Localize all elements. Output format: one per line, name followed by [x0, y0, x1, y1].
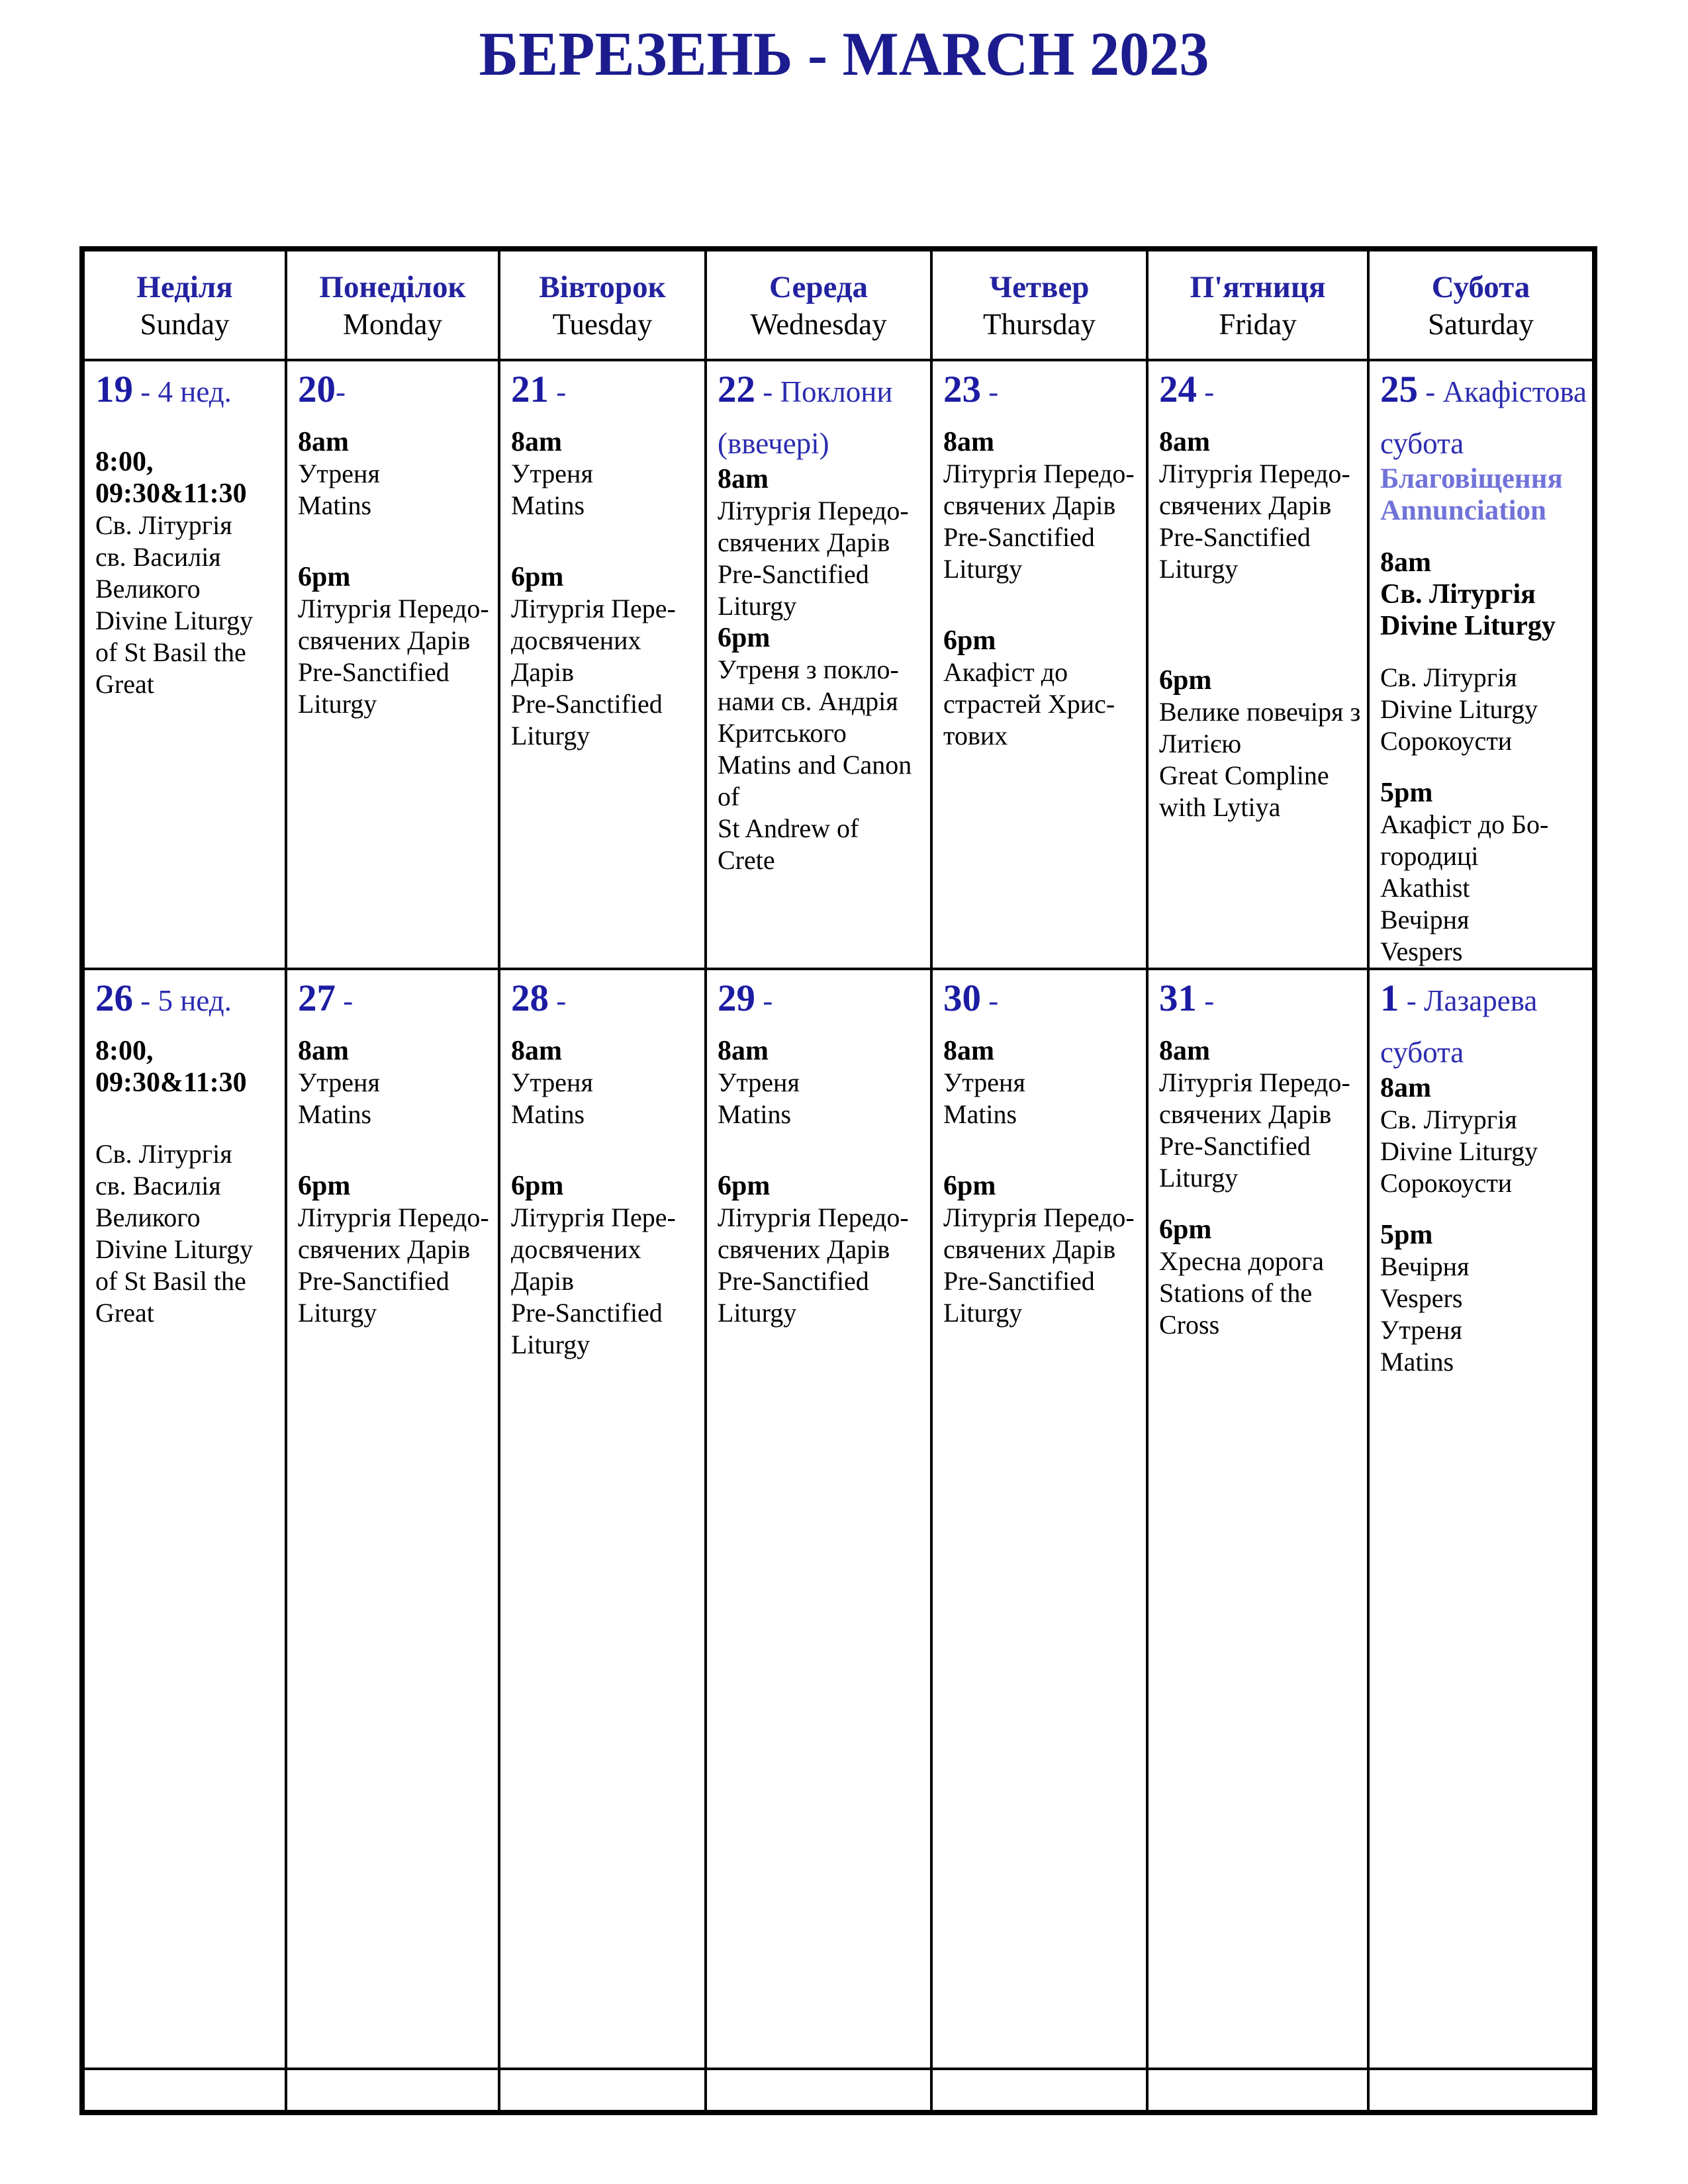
service-time-line: 8am [1159, 1036, 1210, 1066]
day-name-english: Wednesday [750, 308, 887, 341]
empty-cell [1147, 2069, 1368, 2113]
day-number: 28 [511, 978, 549, 1019]
day-annotation: - [1197, 375, 1215, 408]
service-text-line: of St Basil the [95, 637, 246, 667]
day-number-line [298, 977, 492, 1030]
day-header-row [82, 249, 1595, 360]
day-annotation: - [336, 984, 353, 1017]
service-text-line: Akathist [1380, 873, 1470, 903]
service-text-line: Pre-Sanctified [1159, 522, 1311, 552]
day-number: 20 [298, 369, 336, 410]
day-annotation: - [981, 984, 999, 1017]
service-time-line: 5pm [1380, 778, 1433, 808]
service-time-line: 8am [298, 427, 349, 457]
service-time-line: Св. Літургія [1380, 579, 1536, 610]
line-spacer [943, 585, 1141, 605]
service-text-line: St Andrew of [718, 813, 859, 843]
service-text-line: Хресна дорога [1159, 1246, 1325, 1276]
day-name-english: Thursday [983, 308, 1096, 341]
service-time-line: 6pm [943, 625, 996, 656]
empty-cell [706, 2069, 931, 2113]
service-text-line: Великого [95, 1203, 201, 1232]
day-cell-content [1149, 970, 1367, 1341]
service-time-line: 8am [943, 427, 994, 457]
service-time-line: 8am [298, 1036, 349, 1066]
service-text-line: Liturgy [298, 1298, 377, 1328]
day-cell-content [287, 970, 498, 1329]
day-cell-content [500, 361, 704, 752]
day-cell-19 [82, 360, 286, 969]
service-text-line: Divine Liturgy [1380, 1136, 1538, 1166]
empty-cell [286, 2069, 499, 2113]
line-spacer [1380, 642, 1587, 662]
day-cell-27 [286, 969, 499, 2069]
service-text-line: Pre-Sanctified [718, 1266, 869, 1296]
day-annotation: - Лазарева [1399, 984, 1538, 1017]
service-text-line: Утреня [298, 459, 380, 488]
day-cell-22 [706, 360, 931, 969]
line-spacer [511, 522, 699, 541]
line-spacer [718, 1150, 925, 1170]
service-text-line: Св. Літургія [1380, 1105, 1517, 1134]
service-text-line: Liturgy [298, 689, 377, 719]
service-text-line: Св. Літургія [95, 510, 232, 540]
service-time-line: 6pm [298, 562, 351, 592]
service-text-line: Divine Liturgy [95, 1234, 254, 1264]
service-text-line: Vespers [1380, 936, 1463, 966]
service-text-line: Літургія Передо- [718, 496, 909, 525]
service-time-line: 09:30&11:30 [95, 478, 247, 509]
day-number: 27 [298, 978, 336, 1019]
day-annotation: - [981, 375, 999, 408]
service-text-line: Утреня [511, 1068, 593, 1097]
day-number-line [95, 368, 279, 421]
day-number: 24 [1159, 369, 1197, 410]
service-text-line: Pre-Sanctified [298, 1266, 449, 1296]
day-header-friday [1147, 249, 1368, 360]
day-header-monday [286, 249, 499, 360]
day-cell-content [1149, 2070, 1367, 2077]
day-annotation: - [549, 984, 567, 1017]
day-cell-content [85, 2070, 285, 2077]
day-cell-content [933, 361, 1146, 752]
line-spacer [298, 541, 492, 561]
service-text-line: Pre-Sanctified [511, 1298, 663, 1328]
service-time-line: 8am [718, 464, 769, 494]
week-row-2 [82, 969, 1595, 2069]
service-text-line: Літургія Передо- [943, 459, 1135, 488]
service-time-line: 8am [1159, 427, 1210, 457]
service-text-line: Літургія Пере- [511, 594, 676, 623]
day-number: 22 [718, 369, 755, 410]
day-cell-26 [82, 969, 286, 2069]
service-time-line: 8am [943, 1036, 994, 1066]
service-text-line: Matins [511, 1099, 585, 1129]
service-time-line: 6pm [718, 1171, 771, 1201]
day-cell-content [933, 2070, 1146, 2077]
day-cell-content [707, 970, 930, 1329]
service-time-line: 8:00, [95, 1036, 154, 1066]
empty-cell [931, 2069, 1147, 2113]
service-text-line: Liturgy [943, 554, 1023, 584]
service-text-line: Літургія Передо- [298, 594, 489, 623]
day-name-ukrainian: Четвер [989, 270, 1090, 304]
service-text-line: Matins and Canon [718, 750, 912, 780]
week-row-1 [82, 360, 1595, 969]
day-cell-20 [286, 360, 499, 969]
service-text-line: Pre-Sanctified [943, 522, 1095, 552]
line-spacer [1159, 625, 1362, 645]
day-number: 29 [718, 978, 755, 1019]
service-text-line: Liturgy [511, 721, 590, 751]
service-text-line: Критського [718, 718, 847, 748]
service-text-line: Утреня [1380, 1315, 1462, 1345]
service-text-line: свячених Дарів [1159, 1099, 1332, 1129]
empty-cell [1368, 2069, 1595, 2113]
line-spacer [298, 1130, 492, 1150]
service-text-line: Liturgy [718, 1298, 797, 1328]
service-text-line: Liturgy [718, 591, 797, 621]
service-text-line: свячених Дарів [718, 1234, 890, 1264]
day-number: 26 [95, 978, 133, 1019]
day-number-line [1159, 368, 1362, 421]
day-number-line [1380, 977, 1587, 1030]
line-spacer [95, 1118, 279, 1138]
line-spacer [1159, 645, 1362, 664]
service-text-line: страстей Хрис- [943, 689, 1115, 719]
day-annotation: - Акафістова [1418, 375, 1587, 408]
service-text-line: свячених Дарів [298, 1234, 471, 1264]
feast-name-line: Annunciation [1380, 495, 1546, 526]
day-header-sunday [82, 249, 286, 360]
service-time-line: 09:30&11:30 [95, 1068, 247, 1098]
line-spacer [511, 1130, 699, 1150]
day-annotation: - [1197, 984, 1215, 1017]
service-text-line: нами св. Андрія [718, 686, 898, 716]
service-text-line: свячених Дарів [943, 490, 1116, 520]
day-cell-content [1370, 970, 1592, 1378]
day-annotation-line2: субота [1380, 1036, 1464, 1069]
service-text-line: Pre-Sanctified [943, 1266, 1095, 1296]
day-name-english: Friday [1219, 308, 1297, 341]
day-name-ukrainian: П'ятниця [1190, 270, 1326, 304]
service-text-line: Акафіст до [943, 657, 1068, 687]
service-text-line: Литією [1159, 729, 1242, 758]
day-header-tuesday [499, 249, 706, 360]
line-spacer [1159, 1194, 1362, 1214]
calendar-table [79, 246, 1597, 2115]
service-text-line: Great [95, 1298, 154, 1328]
service-text-line: Утреня [943, 1068, 1025, 1097]
service-time-line: 5pm [1380, 1220, 1433, 1250]
day-annotation-line2: субота [1380, 427, 1464, 460]
service-time-line: 6pm [298, 1171, 351, 1201]
service-text-line: Дарів [511, 1266, 575, 1296]
day-number-line [718, 977, 925, 1030]
day-cell-content [500, 2070, 704, 2077]
day-annotation: - [336, 375, 346, 408]
service-text-line: Stations of the [1159, 1278, 1313, 1308]
day-number: 30 [943, 978, 981, 1019]
service-text-line: Вечірня [1380, 1251, 1470, 1281]
day-cell-content [707, 2070, 930, 2077]
day-cell-23 [931, 360, 1147, 969]
service-text-line: св. Василія [95, 1171, 221, 1201]
calendar-header-row [82, 249, 1595, 360]
calendar-body [82, 360, 1595, 2113]
day-number: 23 [943, 369, 981, 410]
line-spacer [1159, 585, 1362, 605]
service-time-line: 6pm [511, 562, 564, 592]
day-name-english: Monday [343, 308, 442, 341]
service-time-line: 6pm [943, 1171, 996, 1201]
service-text-line: Pre-Sanctified [1159, 1131, 1311, 1161]
service-text-line: Crete [718, 845, 775, 875]
service-text-line: Літургія Передо- [298, 1203, 489, 1232]
day-cell-content [85, 970, 285, 1329]
service-text-line: Велике повечіря з [1159, 697, 1361, 727]
day-cell-31 [1147, 969, 1368, 2069]
day-name-ukrainian: Середа [769, 270, 868, 304]
service-time-line: 8am [511, 427, 562, 457]
day-cell-25 [1368, 360, 1595, 969]
service-text-line: Divine Liturgy [95, 606, 254, 635]
service-text-line: Св. Літургія [1380, 662, 1517, 692]
service-text-line: Утреня з покло- [718, 655, 899, 684]
service-time-line: 8am [1380, 1073, 1431, 1103]
service-text-line: Утреня [511, 459, 593, 488]
day-number: 19 [95, 369, 133, 410]
day-annotation: - 4 нед. [133, 375, 232, 408]
service-text-line: Вечірня [1380, 905, 1470, 934]
day-number-line [298, 368, 492, 421]
service-time-line: 8am [718, 1036, 769, 1066]
line-spacer [1380, 757, 1587, 777]
line-spacer [718, 1130, 925, 1150]
day-number: 25 [1380, 369, 1418, 410]
service-text-line: Matins [298, 1099, 372, 1129]
service-text-line: Літургія Передо- [943, 1203, 1135, 1232]
service-text-line: Matins [718, 1099, 792, 1129]
service-time-line: 6pm [1159, 665, 1212, 696]
day-annotation-line2: (ввечері) [718, 427, 829, 460]
day-cell-content [1149, 361, 1367, 823]
line-spacer [298, 1150, 492, 1170]
line-spacer [511, 1150, 699, 1170]
service-time-line: 8am [511, 1036, 562, 1066]
service-time-line: 6pm [1159, 1214, 1212, 1245]
day-cell-28 [499, 969, 706, 2069]
service-text-line: Літургія Передо- [1159, 1068, 1350, 1097]
service-text-line: Літургія Передо- [1159, 459, 1350, 488]
feast-name-line: Благовіщення [1380, 463, 1563, 494]
day-name-ukrainian: Субота [1431, 270, 1530, 304]
line-spacer [1380, 1199, 1587, 1219]
service-text-line: Matins [298, 490, 372, 520]
service-text-line: Літургія Передо- [718, 1203, 909, 1232]
day-name-ukrainian: Понеділок [319, 270, 466, 304]
day-cell-content [287, 2070, 498, 2077]
service-text-line: Сорокоусти [1380, 1168, 1513, 1198]
service-text-line: Liturgy [1159, 1163, 1239, 1193]
day-number-line [95, 977, 279, 1030]
day-cell-content [1370, 361, 1592, 968]
day-name-ukrainian: Неділя [136, 270, 233, 304]
empty-cell [82, 2069, 286, 2113]
service-text-line: Утреня [718, 1068, 800, 1097]
service-text-line: of St Basil the [95, 1266, 246, 1296]
line-spacer [943, 1150, 1141, 1170]
day-cell-21 [499, 360, 706, 969]
day-annotation: - [755, 984, 773, 1017]
day-name-english: Tuesday [552, 308, 653, 341]
day-number: 31 [1159, 978, 1197, 1019]
calendar-title: БЕРЕЗЕНЬ - MARCH 2023 [479, 20, 1209, 89]
service-text-line: Літургія Пере- [511, 1203, 676, 1232]
service-text-line: городиці [1380, 841, 1479, 871]
service-time-line: 8:00, [95, 447, 154, 477]
service-time-line: 6pm [511, 1171, 564, 1201]
day-cell-content [500, 970, 704, 1361]
service-text-line: свячених Дарів [298, 625, 471, 655]
day-cell-29 [706, 969, 931, 2069]
day-number-line [511, 368, 699, 421]
day-number-line [718, 368, 925, 421]
service-text-line: Сорокоусти [1380, 726, 1513, 756]
service-text-line: Liturgy [1159, 554, 1239, 584]
day-cell-content [933, 970, 1146, 1329]
day-name-english: Sunday [140, 308, 230, 341]
service-text-line: Matins [943, 1099, 1017, 1129]
day-name-ukrainian: Вівторок [539, 270, 666, 304]
service-text-line: досвячених [511, 1234, 641, 1264]
service-text-line: Cross [1159, 1310, 1220, 1340]
day-name-english: Saturday [1428, 308, 1534, 341]
day-header-wednesday [706, 249, 931, 360]
service-text-line: свячених Дарів [1159, 490, 1332, 520]
line-spacer [943, 605, 1141, 625]
day-header-thursday [931, 249, 1147, 360]
line-spacer [943, 1130, 1141, 1150]
day-cell-content [85, 361, 285, 700]
service-text-line: Great [95, 669, 154, 699]
service-text-line: Дарів [511, 657, 575, 687]
empty-row [82, 2069, 1595, 2113]
day-cell-24 [1147, 360, 1368, 969]
service-text-line: with Lytiya [1159, 792, 1281, 822]
service-text-line: досвячених [511, 625, 641, 655]
day-cell-1 [1368, 969, 1595, 2069]
day-cell-30 [931, 969, 1147, 2069]
service-text-line: Св. Літургія [95, 1139, 232, 1169]
empty-cell [499, 2069, 706, 2113]
line-spacer [1159, 605, 1362, 625]
day-annotation: - Поклони [755, 375, 893, 408]
day-cell-content [1370, 2070, 1592, 2077]
line-spacer [1380, 527, 1587, 547]
day-number-line [1380, 368, 1587, 421]
service-text-line: Акафіст до Бо- [1380, 809, 1549, 839]
service-time-line: 8am [1380, 547, 1431, 578]
service-text-line: Pre-Sanctified [718, 559, 869, 589]
service-text-line: тових [943, 721, 1008, 751]
service-time-line: 6pm [718, 623, 771, 653]
service-text-line: of [718, 782, 740, 811]
service-time-line: Divine Liturgy [1380, 611, 1556, 641]
service-text-line: св. Василія [95, 542, 221, 572]
service-text-line: Liturgy [943, 1298, 1023, 1328]
service-text-line: Great Compline [1159, 760, 1329, 790]
day-header-saturday [1368, 249, 1595, 360]
line-spacer [95, 426, 279, 446]
service-text-line: Liturgy [511, 1330, 590, 1359]
service-text-line: Matins [511, 490, 585, 520]
service-text-line: Великого [95, 574, 201, 604]
service-text-line: свячених Дарів [943, 1234, 1116, 1264]
line-spacer [298, 522, 492, 541]
service-text-line: Утреня [298, 1068, 380, 1097]
service-text-line: Pre-Sanctified [298, 657, 449, 687]
day-cell-content [287, 361, 498, 720]
service-text-line: Vespers [1380, 1283, 1463, 1313]
day-number-line [943, 368, 1141, 421]
day-annotation: - [549, 375, 567, 408]
day-number: 21 [511, 369, 549, 410]
line-spacer [511, 541, 699, 561]
day-annotation: - 5 нед. [133, 984, 232, 1017]
line-spacer [95, 1099, 279, 1118]
day-number: 1 [1380, 978, 1399, 1019]
day-number-line [943, 977, 1141, 1030]
day-cell-content [707, 361, 930, 876]
service-text-line: Pre-Sanctified [511, 689, 663, 719]
service-text-line: Matins [1380, 1347, 1454, 1377]
day-number-line [511, 977, 699, 1030]
day-number-line [1159, 977, 1362, 1030]
service-text-line: Divine Liturgy [1380, 694, 1538, 724]
service-text-line: свячених Дарів [718, 527, 890, 557]
